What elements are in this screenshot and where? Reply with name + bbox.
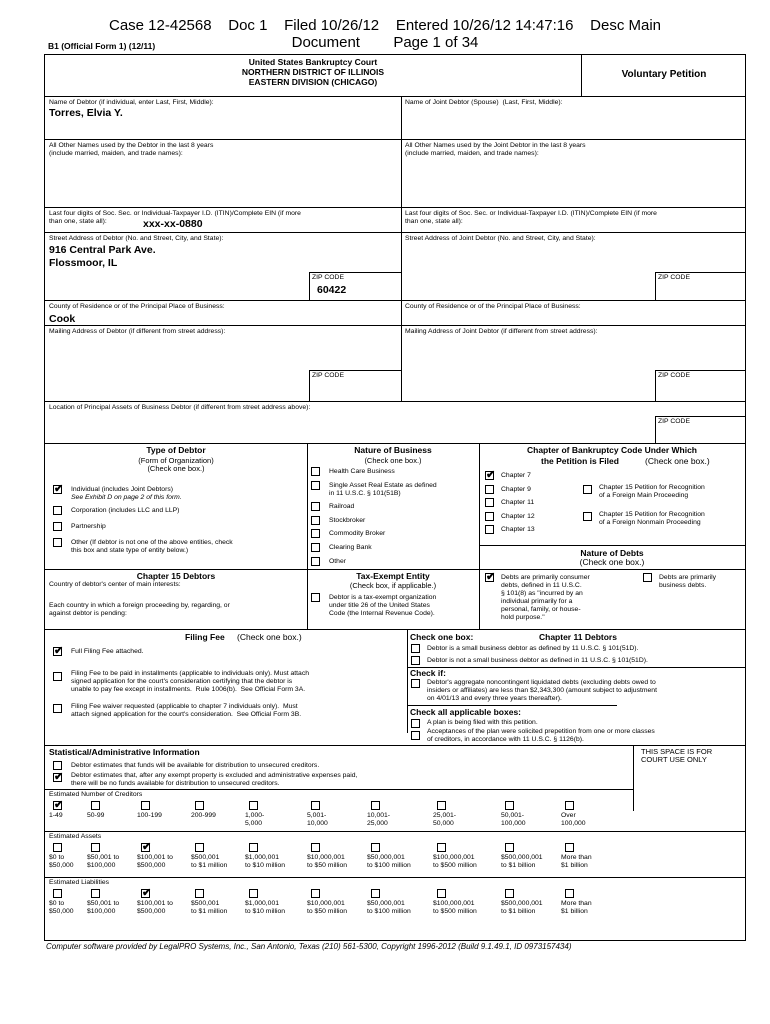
liabilities-range-label: $500,000 bbox=[137, 908, 166, 915]
liabilities-checkbox[interactable] bbox=[437, 889, 446, 898]
nature-business-sub: (Check one box.) bbox=[364, 456, 422, 465]
tax-exempt-title: Tax-Exempt Entity bbox=[356, 571, 430, 581]
assets-checkbox[interactable] bbox=[91, 843, 100, 852]
joint-street-label: Street Address of Joint Debtor (No. and Street, City, and State): bbox=[405, 235, 596, 242]
creditors-range-label: Over bbox=[561, 812, 576, 819]
chapter-12-label: Chapter 12 bbox=[501, 513, 535, 520]
chapter11-debtors-title: Chapter 11 Debtors bbox=[539, 632, 617, 642]
assets-range-label: $100,001 to bbox=[137, 854, 173, 861]
ssn-label-2: than one, state all): bbox=[49, 218, 107, 225]
ssn-label: Last four digits of Soc. Sec. or Individual-Taxpayer I.D. (ITIN)/Complete EIN (if more bbox=[49, 210, 301, 217]
small-business-checkbox[interactable] bbox=[411, 644, 420, 653]
joint-zip-label: ZIP CODE bbox=[658, 274, 690, 281]
petition-title: Voluntary Petition bbox=[621, 69, 707, 80]
no-funds-checkbox[interactable] bbox=[53, 773, 62, 782]
assets-label: Estimated Assets bbox=[49, 833, 102, 840]
creditors-range-label: 1-49 bbox=[49, 812, 63, 819]
plan-label: A plan is being filed with this petition. bbox=[427, 719, 538, 726]
assets-checkbox[interactable] bbox=[195, 843, 204, 852]
liabilities-range-label: $50,001 to bbox=[87, 900, 120, 907]
joint-ssn-label: Last four digits of Soc. Sec. or Individual-Taxpayer I.D. (ITIN)/Complete EIN (if more bbox=[405, 210, 657, 217]
individual-checkbox[interactable] bbox=[53, 485, 62, 494]
liabilities-range-label: $50,000 bbox=[49, 908, 74, 915]
chapter-9-checkbox[interactable] bbox=[485, 485, 494, 494]
joint-ssn-label-2: than one, state all): bbox=[405, 218, 463, 225]
liabilities-range-label: More than bbox=[561, 900, 592, 907]
fee-waiver-label: Filing Fee waiver requested (applicable to chapter 7 individuals only). Must bbox=[71, 703, 298, 710]
court-division: EASTERN DIVISION (CHICAGO) bbox=[248, 77, 378, 87]
chapter-7-label: Chapter 7 bbox=[501, 472, 531, 479]
tax-exempt-label-2: under title 26 of the United States bbox=[329, 602, 430, 609]
joint-debtor-name-label: Name of Joint Debtor (Spouse) (Last, First, Middle): bbox=[405, 99, 563, 106]
creditors-range-label: 1,000- bbox=[245, 812, 265, 819]
county-label: County of Residence or of the Principal Place of Business: bbox=[49, 303, 225, 310]
tax-exempt-label-3: Code (the Internal Revenue Code). bbox=[329, 610, 435, 617]
creditors-range-label: 25,001- bbox=[433, 812, 457, 819]
no-funds-label-2: there will be no funds available for distribution to unsecured creditors. bbox=[71, 780, 280, 787]
chapter-13-checkbox[interactable] bbox=[485, 525, 494, 534]
chapter-7-checkbox[interactable] bbox=[485, 471, 494, 480]
location-zip-label: ZIP CODE bbox=[658, 418, 690, 425]
assets-range-label: $50,000,001 bbox=[367, 854, 405, 861]
assets-range-label: $100,000,001 bbox=[433, 854, 475, 861]
plan-checkbox[interactable] bbox=[411, 719, 420, 728]
acceptances-label-2: of creditors, in accordance with 11 U.S.C. § 1126(b). bbox=[427, 736, 584, 743]
liabilities-range-label: to $10 million bbox=[245, 908, 286, 915]
software-footer: Computer software provided by LegalPRO Systems, Inc., San Antonio, Texas (210) 561-5300, Copyright 1996-2012 (Build 9.1.49.1, ID 0973157434) bbox=[46, 942, 572, 951]
installments-label-2: signed application for the court's consideration certifying that the debtor is bbox=[71, 678, 293, 685]
installments-checkbox[interactable] bbox=[53, 672, 62, 681]
creditors-checkbox[interactable] bbox=[371, 801, 380, 810]
chapter15-each: Each country in which a foreign proceeding by, regarding, or bbox=[49, 602, 230, 609]
type-of-debtor-title: Type of Debtor bbox=[146, 445, 206, 455]
petition-form bbox=[44, 54, 746, 941]
assets-range-label: $10,000,001 bbox=[307, 854, 345, 861]
nature-debts-sub: (Check one box.) bbox=[579, 557, 645, 567]
joint-county-label: County of Residence or of the Principal Place of Business: bbox=[405, 303, 581, 310]
liabilities-range-label: $100,001 to bbox=[137, 900, 173, 907]
creditors-checkbox[interactable] bbox=[565, 801, 574, 810]
court-name: United States Bankruptcy Court bbox=[248, 57, 378, 67]
debtor-city-state: Flossmoor, IL bbox=[49, 257, 118, 269]
creditors-checkbox[interactable] bbox=[141, 801, 150, 810]
creditors-range-label: 50,000 bbox=[433, 820, 454, 827]
aggregate-debts-label: Debtor's aggregate noncontingent liquidated debts (excluding debts owed to bbox=[427, 679, 656, 686]
acceptances-label: Acceptances of the plan were solicited prepetition from one or more classes bbox=[427, 728, 655, 735]
stat-title: Statistical/Administrative Information bbox=[49, 747, 200, 757]
filing-fee-sub: (Check one box.) bbox=[237, 632, 302, 642]
debtor-ssn: xxx-xx-0880 bbox=[143, 218, 203, 230]
individual-note: See Exhibit D on page 2 of this form. bbox=[71, 494, 182, 501]
liabilities-range-label: $500,000,001 bbox=[501, 900, 543, 907]
location-label: Location of Principal Assets of Business Debtor (if different from street address above): bbox=[49, 404, 311, 411]
form-id: B1 (Official Form 1) (12/11) bbox=[48, 41, 156, 51]
health-care-checkbox[interactable] bbox=[311, 467, 320, 476]
tax-exempt-checkbox[interactable] bbox=[311, 593, 320, 602]
aggregate-debts-label-2: insiders or affiliates) are less than $2,343,300 (amount subject to adjustment bbox=[427, 687, 657, 694]
liabilities-checkbox[interactable] bbox=[565, 889, 574, 898]
assets-range-label: More than bbox=[561, 854, 592, 861]
creditors-checkbox[interactable] bbox=[195, 801, 204, 810]
stockbroker-checkbox[interactable] bbox=[311, 516, 320, 525]
chapter-15-nonmain-label-2: of a Foreign Nonmain Proceeding bbox=[599, 519, 701, 526]
chapter15-country: Country of debtor's center of main interests: bbox=[49, 581, 181, 588]
zip-label: ZIP CODE bbox=[312, 274, 344, 281]
debtor-zip: 60422 bbox=[317, 284, 347, 296]
aggregate-debts-checkbox[interactable] bbox=[411, 679, 420, 688]
chapter-15-main-checkbox[interactable] bbox=[583, 485, 592, 494]
check-if: Check if: bbox=[410, 668, 446, 678]
debtor-county: Cook bbox=[49, 313, 76, 325]
tax-exempt-sub: (Check box, if applicable.) bbox=[349, 581, 437, 590]
other-business-checkbox[interactable] bbox=[311, 557, 320, 566]
railroad-label: Railroad bbox=[329, 503, 355, 510]
clearing-bank-label: Clearing Bank bbox=[329, 544, 372, 551]
assets-checkbox[interactable] bbox=[371, 843, 380, 852]
check-one-box: Check one box: bbox=[410, 632, 474, 642]
no-funds-label: Debtor estimates that, after any exempt property is excluded and administrative expenses paid, bbox=[71, 772, 358, 779]
liabilities-range-label: to $100 million bbox=[367, 908, 411, 915]
single-asset-label-2: in 11 U.S.C. § 101(51B) bbox=[329, 490, 401, 497]
assets-checkbox[interactable] bbox=[565, 843, 574, 852]
creditors-range-label: 10,000 bbox=[307, 820, 328, 827]
chapter-11-checkbox[interactable] bbox=[485, 498, 494, 507]
assets-range-label: to $1 billion bbox=[501, 862, 536, 869]
liabilities-range-label: to $50 million bbox=[307, 908, 348, 915]
not-small-business-checkbox[interactable] bbox=[411, 656, 420, 665]
chapter-15-main-label: Chapter 15 Petition for Recognition bbox=[599, 484, 705, 491]
consumer-debts-checkbox[interactable] bbox=[485, 573, 494, 582]
debtor-street: 916 Central Park Ave. bbox=[49, 244, 156, 256]
chapter-15-nonmain-checkbox[interactable] bbox=[583, 512, 592, 521]
assets-checkbox[interactable] bbox=[141, 843, 150, 852]
check-all: Check all applicable boxes: bbox=[410, 707, 522, 717]
assets-checkbox[interactable] bbox=[53, 843, 62, 852]
commodity-checkbox[interactable] bbox=[311, 529, 320, 538]
chapter-title: Chapter of Bankruptcy Code Under Which bbox=[526, 445, 697, 455]
other-entity-label-2: this box and state type of entity below.) bbox=[71, 547, 189, 554]
chapter-9-label: Chapter 9 bbox=[501, 486, 531, 493]
mailing-zip-label: ZIP CODE bbox=[312, 372, 344, 379]
single-asset-checkbox[interactable] bbox=[311, 481, 320, 490]
assets-range-label: $0 to bbox=[49, 854, 65, 861]
chapter-11-label: Chapter 11 bbox=[501, 499, 535, 506]
debtor-name-label: Name of Debtor (if individual, enter Last, First, Middle): bbox=[49, 99, 214, 106]
chapter-12-checkbox[interactable] bbox=[485, 512, 494, 521]
liabilities-range-label: $1,000,001 bbox=[245, 900, 280, 907]
liabilities-checkbox[interactable] bbox=[311, 889, 320, 898]
assets-range-label: to $100 million bbox=[367, 862, 411, 869]
individual-label: Individual (includes Joint Debtors) bbox=[71, 486, 174, 493]
business-debts-label: Debts are primarily bbox=[659, 574, 717, 581]
chapter-sub: (Check one box.) bbox=[645, 456, 710, 466]
joint-other-names-label: All Other Names used by the Joint Debtor in the last 8 years bbox=[405, 142, 586, 149]
full-fee-checkbox[interactable] bbox=[53, 647, 62, 656]
court-district: NORTHERN DISTRICT OF ILLINOIS bbox=[241, 67, 385, 77]
funds-available-checkbox[interactable] bbox=[53, 761, 62, 770]
creditors-range-label: 100-199 bbox=[137, 812, 162, 819]
consumer-debts-label-5: personal, family, or house- bbox=[501, 606, 581, 613]
liabilities-range-label: to $500 million bbox=[433, 908, 477, 915]
other-entity-checkbox[interactable] bbox=[53, 538, 62, 547]
assets-range-label: $500,000 bbox=[137, 862, 166, 869]
partnership-checkbox[interactable] bbox=[53, 522, 62, 531]
assets-range-label: $100,000 bbox=[87, 862, 116, 869]
health-care-label: Health Care Business bbox=[329, 468, 395, 475]
other-names-label: All Other Names used by the Debtor in the last 8 years bbox=[49, 142, 214, 149]
creditors-checkbox[interactable] bbox=[91, 801, 100, 810]
liabilities-checkbox[interactable] bbox=[91, 889, 100, 898]
creditors-range-label: 25,000 bbox=[367, 820, 388, 827]
chapter15-title: Chapter 15 Debtors bbox=[136, 571, 216, 581]
liabilities-checkbox[interactable] bbox=[505, 889, 514, 898]
liabilities-checkbox[interactable] bbox=[249, 889, 258, 898]
liabilities-range-label: $100,000,001 bbox=[433, 900, 475, 907]
fee-waiver-checkbox[interactable] bbox=[53, 704, 62, 713]
installments-label-3: unable to pay fee except in installments. Rule 1006(b). See Official Form 3A. bbox=[71, 686, 306, 693]
creditors-checkbox[interactable] bbox=[437, 801, 446, 810]
consumer-debts-label: Debts are primarily consumer bbox=[501, 574, 590, 581]
assets-range-label: to $10 million bbox=[245, 862, 286, 869]
street-label: Street Address of Debtor (No. and Street, City, and State): bbox=[49, 235, 224, 242]
aggregate-debts-label-3: on 4/01/13 and every three years thereafter). bbox=[427, 695, 562, 702]
creditors-range-label: 5,001- bbox=[307, 812, 327, 819]
nature-business-title: Nature of Business bbox=[354, 445, 432, 455]
creditors-label: Estimated Number of Creditors bbox=[49, 791, 143, 798]
liabilities-label: Estimated Liabilities bbox=[49, 879, 110, 886]
filing-fee-title: Filing Fee bbox=[185, 632, 225, 642]
mailing-label: Mailing Address of Debtor (if different from street address): bbox=[49, 328, 226, 335]
chapter-15-nonmain-label: Chapter 15 Petition for Recognition bbox=[599, 511, 705, 518]
chapter-13-label: Chapter 13 bbox=[501, 526, 535, 533]
liabilities-checkbox[interactable] bbox=[141, 889, 150, 898]
assets-range-label: $500,000,001 bbox=[501, 854, 543, 861]
creditors-range-label: 50,001- bbox=[501, 812, 525, 819]
consumer-debts-label-2: debts, defined in 11 U.S.C. bbox=[501, 582, 582, 589]
liabilities-range-label: $50,000,001 bbox=[367, 900, 405, 907]
joint-other-names-label-2: (include married, maiden, and trade names): bbox=[405, 150, 539, 157]
assets-range-label: $500,001 bbox=[191, 854, 220, 861]
assets-range-label: $50,000 bbox=[49, 862, 74, 869]
full-fee-label: Full Filing Fee attached. bbox=[71, 648, 144, 655]
creditors-checkbox[interactable] bbox=[53, 801, 62, 810]
corporation-checkbox[interactable] bbox=[53, 506, 62, 515]
tax-exempt-label: Debtor is a tax-exempt organization bbox=[329, 594, 437, 601]
creditors-range-label: 5,000 bbox=[245, 820, 263, 827]
assets-range-label: $50,001 to bbox=[87, 854, 120, 861]
creditors-checkbox[interactable] bbox=[505, 801, 514, 810]
creditors-range-label: 100,000 bbox=[501, 820, 526, 827]
funds-available-label: Debtor estimates that funds will be available for distribution to unsecured creditors. bbox=[71, 762, 320, 769]
chapter-15-main-label-2: of a Foreign Main Proceeding bbox=[599, 492, 689, 499]
liabilities-range-label: $0 to bbox=[49, 900, 65, 907]
acceptances-checkbox[interactable] bbox=[411, 731, 420, 740]
assets-checkbox[interactable] bbox=[437, 843, 446, 852]
single-asset-label: Single Asset Real Estate as defined bbox=[329, 482, 437, 489]
corporation-label: Corporation (includes LLC and LLP) bbox=[71, 507, 180, 514]
liabilities-range-label: $10,000,001 bbox=[307, 900, 345, 907]
railroad-checkbox[interactable] bbox=[311, 502, 320, 511]
consumer-debts-label-6: hold purpose." bbox=[501, 614, 545, 621]
liabilities-range-label: to $1 million bbox=[191, 908, 228, 915]
commodity-label: Commodity Broker bbox=[329, 530, 386, 537]
chapter-title-2: the Petition is Filed bbox=[541, 456, 619, 466]
not-small-business-label: Debtor is not a small business debtor as defined in 11 U.S.C. § 101(51D). bbox=[427, 657, 648, 664]
case-header: Case 12-42568 Doc 1 Filed 10/26/12 Entered 10/26/12 14:47:16 Desc Main bbox=[108, 17, 661, 34]
creditors-range-label: 100,000 bbox=[561, 820, 586, 827]
liabilities-checkbox[interactable] bbox=[195, 889, 204, 898]
liabilities-checkbox[interactable] bbox=[53, 889, 62, 898]
creditors-range-label: 10,001- bbox=[367, 812, 391, 819]
joint-mailing-label: Mailing Address of Joint Debtor (if different from street address): bbox=[405, 328, 598, 335]
creditors-checkbox[interactable] bbox=[249, 801, 258, 810]
installments-label: Filing Fee to be paid in installments (applicable to individuals only). Must attach bbox=[71, 670, 310, 677]
assets-range-label: to $500 million bbox=[433, 862, 477, 869]
business-debts-checkbox[interactable] bbox=[643, 573, 652, 582]
assets-range-label: $1 billion bbox=[561, 862, 588, 869]
consumer-debts-label-3: § 101(8) as "incurred by an bbox=[501, 590, 583, 597]
court-use-2: COURT USE ONLY bbox=[641, 755, 707, 764]
liabilities-range-label: $500,001 bbox=[191, 900, 220, 907]
document-page-header: Document Page 1 of 34 bbox=[291, 34, 479, 51]
assets-range-label: $1,000,001 bbox=[245, 854, 280, 861]
creditors-range-label: 50-99 bbox=[87, 812, 105, 819]
other-entity-label: Other (If debtor is not one of the above entities, check bbox=[71, 539, 233, 546]
debtor-name: Torres, Elvia Y. bbox=[49, 107, 123, 119]
type-of-debtor-sub2: (Check one box.) bbox=[147, 464, 205, 473]
consumer-debts-label-4: individual primarily for a bbox=[501, 598, 573, 605]
creditors-range-label: 200-999 bbox=[191, 812, 216, 819]
liabilities-range-label: to $1 billion bbox=[501, 908, 536, 915]
chapter15-each-2: against debtor is pending: bbox=[49, 610, 127, 617]
assets-range-label: to $50 million bbox=[307, 862, 348, 869]
fee-waiver-label-2: attach signed application for the court's consideration. See Official Form 3B. bbox=[71, 711, 302, 718]
type-of-debtor-sub1: (Form of Organization) bbox=[138, 456, 214, 465]
nature-debts-title: Nature of Debts bbox=[580, 548, 644, 558]
creditors-checkbox[interactable] bbox=[311, 801, 320, 810]
business-debts-label-2: business debts. bbox=[659, 582, 707, 589]
stockbroker-label: Stockbroker bbox=[329, 517, 366, 524]
assets-checkbox[interactable] bbox=[311, 843, 320, 852]
small-business-label: Debtor is a small business debtor as defined by 11 U.S.C. § 101(51D). bbox=[427, 645, 639, 652]
partnership-label: Partnership bbox=[71, 523, 106, 530]
court-use-1: THIS SPACE IS FOR bbox=[641, 747, 713, 756]
assets-checkbox[interactable] bbox=[249, 843, 258, 852]
other-business-label: Other bbox=[329, 558, 346, 565]
clearing-bank-checkbox[interactable] bbox=[311, 543, 320, 552]
liabilities-range-label: $1 billion bbox=[561, 908, 588, 915]
assets-range-label: to $1 million bbox=[191, 862, 228, 869]
liabilities-range-label: $100,000 bbox=[87, 908, 116, 915]
joint-mailing-zip-label: ZIP CODE bbox=[658, 372, 690, 379]
assets-checkbox[interactable] bbox=[505, 843, 514, 852]
liabilities-checkbox[interactable] bbox=[371, 889, 380, 898]
other-names-label-2: (include married, maiden, and trade names): bbox=[49, 150, 183, 157]
